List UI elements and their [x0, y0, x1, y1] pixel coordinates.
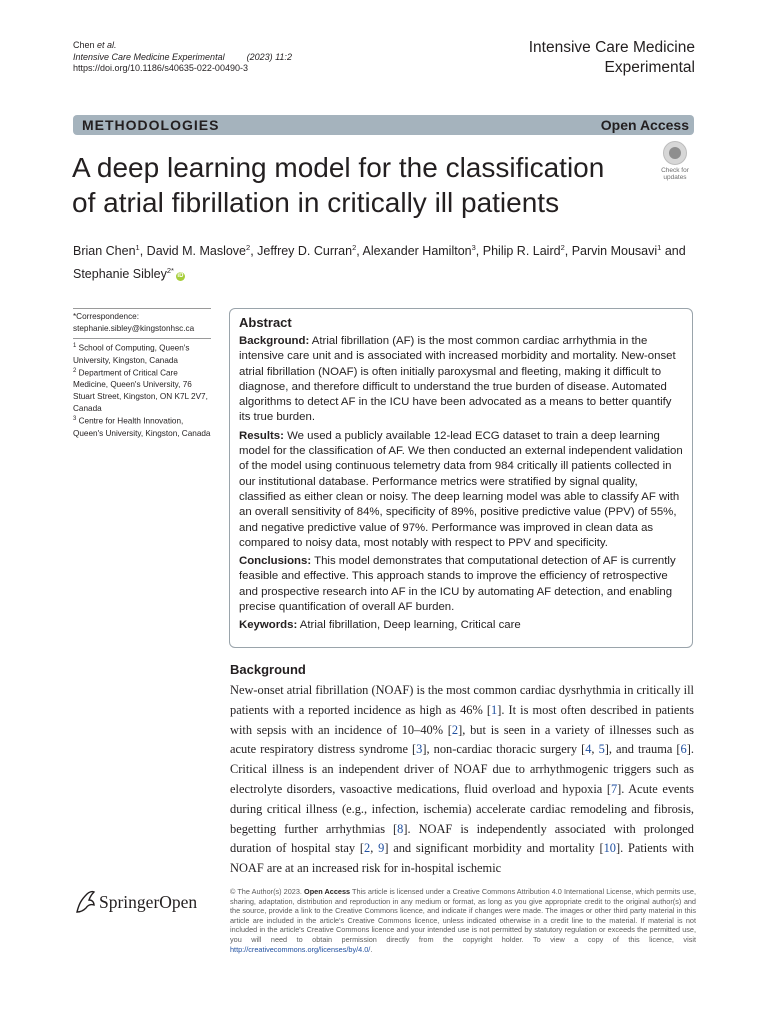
citation-ref-link[interactable]: 8 — [397, 821, 404, 836]
correspondence-label: *Correspondence: — [73, 312, 139, 321]
body-text-segment: ]. NOAF is independently associated with prolonged duration of hospital stay [ — [230, 821, 694, 856]
body-text-segment: , — [370, 841, 379, 856]
abstract-keywords: Keywords: Atrial fibrillation, Deep learning, Critical care — [239, 619, 521, 632]
author[interactable]: Alexander Hamilton$^3$ — [362, 243, 476, 259]
check-for-updates-badge[interactable] — [656, 141, 694, 181]
affiliation: $^2$ Department of Critical Care Medicine, Queen's University, 76 Stuart Street, Kingston, ON K7L 2V7, Canada — [73, 368, 208, 413]
article-title — [72, 150, 652, 220]
body-text-segment: ]. Critical illness is an independent driver of NOAF due to arrhythmogenic triggers such as electrolyte disorders, vasoactive medications, fluid overload and hypoxia [ — [230, 742, 694, 796]
journal-name — [529, 38, 695, 78]
abstract-conclusions: Conclusions: This model demonstrates that computational detection of AF is currently feasible and effective. This approach stands to improve the efficiency of retrospective and prospective research into AF in the ICU by automating AF detection, and enabling precise quantification of overall AF burden. — [239, 555, 676, 614]
affiliation: $^1$ School of Computing, Queen's University, Kingston, Canada — [73, 343, 190, 365]
body-text-segment: ]. Patients with NOAF are at an increased risk for in-hospital ischemic — [230, 841, 694, 876]
citation-doi-link[interactable]: https://doi.org/10.1186/s40635-022-00490-3 — [73, 63, 248, 73]
body-text-segment: ], and trauma [ — [604, 742, 681, 757]
article-title-line1: A deep learning model for the classification — [72, 152, 605, 183]
check-updates-icon — [663, 141, 687, 165]
journal-name-line2: Experimental — [604, 59, 695, 76]
journal-name-line1: Intensive Care Medicine — [528, 39, 695, 56]
correspondence-email[interactable]: stephanie.sibley@kingstonhsc.ca — [73, 323, 195, 333]
correspondence-sidebar — [73, 308, 211, 439]
citation-ref-link[interactable]: 2 — [451, 722, 459, 737]
orcid-icon[interactable]: iD — [177, 273, 184, 280]
sidebar-divider — [73, 338, 211, 339]
body-text-segment: ], but is seen in a variety of illnesses such as acute respiratory distress syndrome [ — [230, 722, 694, 757]
citation-ref-link[interactable]: 4 — [585, 742, 592, 757]
article-title-line2: of atrial fibrillation in critically ill patients — [72, 187, 560, 218]
section-heading-background: Background — [230, 662, 306, 677]
springer-word: Springer — [99, 892, 160, 912]
citation-et-al: et al. — [97, 40, 117, 50]
body-text-segment: New-onset atrial fibrillation (NOAF) is the most common cardiac dysrhythmia in critically ill patients with a reported incidence as high as 46% [ — [230, 683, 694, 717]
citation-ref-link[interactable]: 7 — [610, 781, 618, 796]
springer-horse-icon — [73, 888, 97, 916]
license-text: © The Author(s) 2023. Open Access This article is licensed under a Creative Commons Attribution 4.0 International License, which permits use, sharing, adaptation, distribution and reproduction in any medium or format, as long as you give appropriate credit to the original author(s) and the source, provide a link to the Creative Commons licence, and indicate if changes were made. The images or other third party material in this article are included in the article's Creative Commons licence, unless indicated otherwise in a credit line to the material. If material is not included in the article's Creative Commons licence and your intended use is not permitted by statutory regulation or exceeds the permitted use, you will need to obtain permission directly from the copyright holder. To view a copy of this licence, visit http://creativecommons.org/licenses/by/4.0/. — [230, 887, 697, 954]
abstract-background: Background: Atrial fibrillation (AF) is the most common cardiac arrhythmia in the intensive care unit and is associated with increased morbidity and mortality. New-onset atrial fibrillation (NOAF) is often initially paroxysmal and fleeting, making it difficult to diagnose, and therefore difficult to understand the true burden of disease. Automated algorithms to detect AF in the ICU have been advocated as a means to better quantify its true burden. — [239, 335, 676, 424]
license-link[interactable]: http://creativecommons.org/licenses/by/4.0/ — [230, 944, 371, 954]
citation-ref-link[interactable]: 2 — [364, 841, 371, 856]
body-text-segment: ]. It is most often described in patients with sepsis with an incidence of 10–40% [ — [230, 702, 694, 737]
body-text-segment: ]. Acute events during critical illness (e.g., infection, ischemia) accelerate cardiac remodeling and fibrosis, begetting further arrhythmias [ — [230, 781, 694, 836]
author[interactable]: Philip R. Laird$^2$ — [482, 243, 565, 259]
author[interactable]: Parvin Mousavi$^1$ — [571, 243, 662, 259]
author-list: Brian Chen$^1$, David M. Maslove$^2$, Jeffrey D. Curran$^2$, Alexander Hamilton$^3$, Philip R. Laird$^2$, Parvin Mousavi$^1$ and Stephanie Sibley$^{2*}$iD — [73, 243, 686, 282]
citation-ref-link[interactable]: 6 — [680, 742, 687, 757]
citation-journal: Intensive Care Medicine Experimental — [73, 51, 225, 62]
citation-authors: Chen — [73, 40, 95, 50]
body-text-segment: ], non-cardiac thoracic surgery [ — [422, 742, 586, 757]
authors-and: and — [664, 244, 686, 259]
citation-ref-link[interactable]: 9 — [378, 841, 385, 856]
citation-ref-link[interactable]: 10 — [603, 841, 616, 856]
body-text-segment: , — [591, 742, 599, 757]
open-access-label: Open Access — [600, 117, 689, 133]
check-updates-label: Check for updates — [661, 167, 689, 181]
citation-ref-link[interactable]: 5 — [598, 742, 605, 757]
citation-ref-link[interactable]: 3 — [416, 742, 423, 757]
citation-ref-link[interactable]: 1 — [491, 702, 498, 717]
author[interactable]: Jeffrey D. Curran$^2$ — [257, 243, 357, 259]
abstract-heading: Abstract — [239, 315, 292, 330]
author[interactable]: Brian Chen$^1$ — [73, 243, 140, 259]
body-text-segment: ] and significant morbidity and mortality [ — [384, 841, 604, 856]
springer-open-logo — [73, 888, 223, 918]
section-banner — [73, 115, 694, 135]
abstract-results: Results: We used a publicly available 12-lead ECG dataset to train a deep learning model for the classification of AF. We then conducted an external independent validation of the model using continuous telemetry data from 984 critically ill patients collected in our institutional database. Performance metrics were stratified by signal quality, classified as either clean or noisy. The deep learning model was able to classify AF with an overall sensitivity of 84%, specificity of 89%, positive predictive value (PPV) of 55%, and negative predictive value of 97%. Performance was improved in clean data as compared to noisy data, most notably with respect to PPV and specificity. — [239, 429, 683, 549]
open-word: Open — [159, 892, 198, 912]
section-label: METHODOLOGIES — [82, 117, 220, 133]
author[interactable]: Stephanie Sibley$^{2*}$ — [73, 266, 174, 282]
body-paragraph — [230, 681, 694, 879]
sidebar-divider — [73, 308, 211, 309]
citation-year-volume: (2023) 11:2 — [246, 51, 292, 62]
citation-block — [73, 40, 292, 75]
affiliation: $^3$ Centre for Health Innovation, Queen's University, Kingston, Canada — [73, 416, 211, 438]
abstract-box — [229, 308, 693, 648]
author[interactable]: David M. Maslove$^2$ — [146, 243, 251, 259]
